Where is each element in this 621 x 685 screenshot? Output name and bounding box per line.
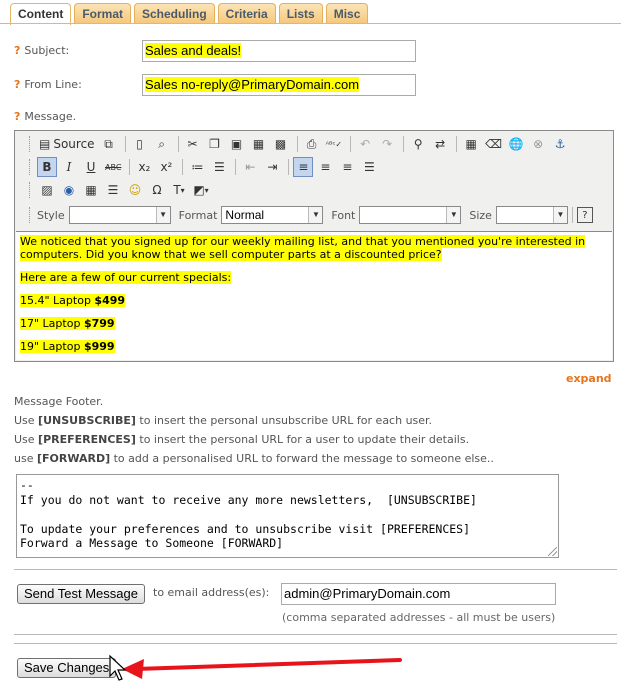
templates-icon[interactable]: ⧉ xyxy=(104,136,113,151)
send-test-message-button[interactable]: Send Test Message xyxy=(17,584,145,604)
source-icon: ▤ xyxy=(39,137,51,151)
chevron-down-icon: ▼ xyxy=(446,207,460,223)
smiley-icon[interactable]: ☺ xyxy=(128,183,142,197)
align-right-icon[interactable]: ≡ xyxy=(342,160,353,174)
cut-icon[interactable]: ✂ xyxy=(187,137,198,151)
redo-icon[interactable]: ↷ xyxy=(382,137,393,151)
special-item: 17" Laptop $799 xyxy=(20,317,115,330)
link-icon[interactable]: 🌐 xyxy=(508,137,524,151)
help-icon[interactable]: ? xyxy=(14,110,21,123)
size-select[interactable] xyxy=(496,206,568,224)
tab-criteria[interactable]: Criteria xyxy=(218,3,276,24)
test-email-note: (comma separated addresses - all must be users) xyxy=(282,611,556,624)
special-item: 15.4" Laptop $499 xyxy=(20,294,126,307)
special-item: 19" Laptop $999 xyxy=(20,340,115,353)
subscript-button[interactable]: x₂ xyxy=(138,160,151,174)
divider xyxy=(14,634,617,636)
content-paragraph-2: Here are a few of our current specials: xyxy=(20,271,232,284)
style-select[interactable] xyxy=(69,206,171,224)
align-left-icon[interactable]: ≡ xyxy=(293,157,313,177)
paste-text-icon[interactable]: ▦ xyxy=(252,137,265,151)
tab-underline xyxy=(0,23,621,24)
copy-icon[interactable]: ❐ xyxy=(209,137,220,151)
expand-link[interactable]: expand xyxy=(566,372,612,385)
outdent-icon[interactable]: ⇤ xyxy=(245,160,256,174)
test-email-label: to email address(es): xyxy=(153,586,270,599)
from-line-label: ? From Line: xyxy=(14,78,82,91)
underline-button[interactable]: U xyxy=(86,160,96,174)
chevron-down-icon: ▼ xyxy=(156,207,170,223)
align-justify-icon[interactable]: ☰ xyxy=(364,160,375,174)
content-paragraph-1: We noticed that you signed up for our weekly mailing list, and that you mentioned you're interested in computers. Did you know that we sell computer parts at a discounted price? xyxy=(20,235,586,261)
bold-button[interactable]: B xyxy=(37,157,57,177)
indent-icon[interactable]: ⇥ xyxy=(267,160,278,174)
bullet-list-icon[interactable]: ☰ xyxy=(214,160,225,174)
footer-help-forward: use [FORWARD] to add a personalised URL to forward the message to someone else.. xyxy=(14,452,494,465)
source-button[interactable]: ▤ Source xyxy=(39,137,95,151)
toolbar-row-1 xyxy=(29,133,572,155)
numbered-list-icon[interactable]: ≔ xyxy=(191,160,204,174)
anchor-icon[interactable]: ⚓ xyxy=(554,137,566,151)
print-icon[interactable]: ⎙ xyxy=(306,136,317,151)
footer-help-unsubscribe: Use [UNSUBSCRIBE] to insert the personal unsubscribe URL for each user. xyxy=(14,414,433,427)
save-changes-button[interactable]: Save Changes xyxy=(17,658,116,678)
flash-icon[interactable]: ◉ xyxy=(63,183,75,197)
divider xyxy=(14,643,617,645)
superscript-button[interactable]: x² xyxy=(160,160,173,174)
special-char-icon[interactable]: Ω xyxy=(152,183,162,197)
background-color-icon[interactable]: ◩ ▾ xyxy=(193,183,209,197)
font-label: Font xyxy=(331,208,356,222)
replace-icon[interactable]: ⇄ xyxy=(435,137,446,151)
resize-grip-icon[interactable] xyxy=(548,547,557,556)
preview-icon[interactable]: ⌕ xyxy=(158,136,165,151)
tab-bar xyxy=(10,3,368,24)
message-footer-textarea[interactable]: -- If you do not want to receive any more newsletters, [UNSUBSCRIBE] To update your preferences and to unsubscribe visit [PREFERENCES] Forward a Message to Someone [FORWARD] xyxy=(16,474,559,558)
footer-help-preferences: Use [PREFERENCES] to insert the personal URL for a user to update their details. xyxy=(14,433,470,446)
help-button[interactable]: ? xyxy=(577,207,593,223)
message-label: ? Message. xyxy=(14,110,77,123)
tab-format[interactable]: Format xyxy=(74,3,131,24)
text-color-icon[interactable]: T ▾ xyxy=(173,183,185,197)
horizontal-rule-icon[interactable]: ☰ xyxy=(107,183,119,197)
divider xyxy=(14,569,617,571)
remove-format-icon[interactable]: ⌫ xyxy=(485,137,503,151)
unlink-icon[interactable]: ⊗ xyxy=(533,137,544,151)
image-icon[interactable]: ▨ xyxy=(41,183,53,197)
help-icon[interactable]: ? xyxy=(14,78,21,91)
font-select[interactable] xyxy=(359,206,461,224)
test-email-input[interactable]: admin@PrimaryDomain.com xyxy=(281,583,556,605)
size-label: Size xyxy=(469,208,492,222)
footer-label: Message Footer. xyxy=(14,395,104,408)
editor-content[interactable] xyxy=(16,231,612,360)
from-line-input[interactable] xyxy=(142,74,416,96)
chevron-down-icon: ▼ xyxy=(308,207,322,223)
tab-lists[interactable]: Lists xyxy=(279,3,323,24)
table-icon[interactable]: ▦ xyxy=(85,183,97,197)
toolbar-row-3 xyxy=(29,179,213,201)
toolbar-row-4 xyxy=(29,204,595,226)
spellcheck-icon[interactable]: ᴬᴮᶜ✓ xyxy=(325,139,343,149)
select-all-icon[interactable]: ▦ xyxy=(465,137,477,151)
chevron-down-icon: ▼ xyxy=(553,207,567,223)
mouse-cursor-icon xyxy=(110,656,125,680)
format-select[interactable]: Normal ▼ xyxy=(221,206,323,224)
from-line-value: Sales no-reply@PrimaryDomain.com xyxy=(145,77,360,92)
new-page-icon[interactable]: ▯ xyxy=(136,137,143,151)
paste-icon[interactable]: ▣ xyxy=(230,137,243,151)
annotation-arrow-icon xyxy=(100,650,410,685)
find-icon[interactable]: ⚲ xyxy=(413,137,423,151)
italic-button[interactable]: I xyxy=(66,160,72,174)
subject-label: ? Subject: xyxy=(14,44,70,57)
tab-misc[interactable]: Misc xyxy=(326,3,369,24)
strikethrough-button[interactable]: ABC xyxy=(105,162,122,172)
style-label: Style xyxy=(37,208,65,222)
format-label: Format xyxy=(178,208,218,222)
tab-content[interactable]: Content xyxy=(10,3,71,25)
help-icon[interactable]: ? xyxy=(14,44,21,57)
subject-value: Sales and deals! xyxy=(145,43,242,58)
undo-icon[interactable]: ↶ xyxy=(360,137,371,151)
subject-input[interactable] xyxy=(142,40,416,62)
toolbar-row-2 xyxy=(29,156,381,178)
align-center-icon[interactable]: ≡ xyxy=(320,160,331,174)
tab-scheduling[interactable]: Scheduling xyxy=(134,3,215,24)
paste-word-icon[interactable]: ▩ xyxy=(274,137,287,151)
